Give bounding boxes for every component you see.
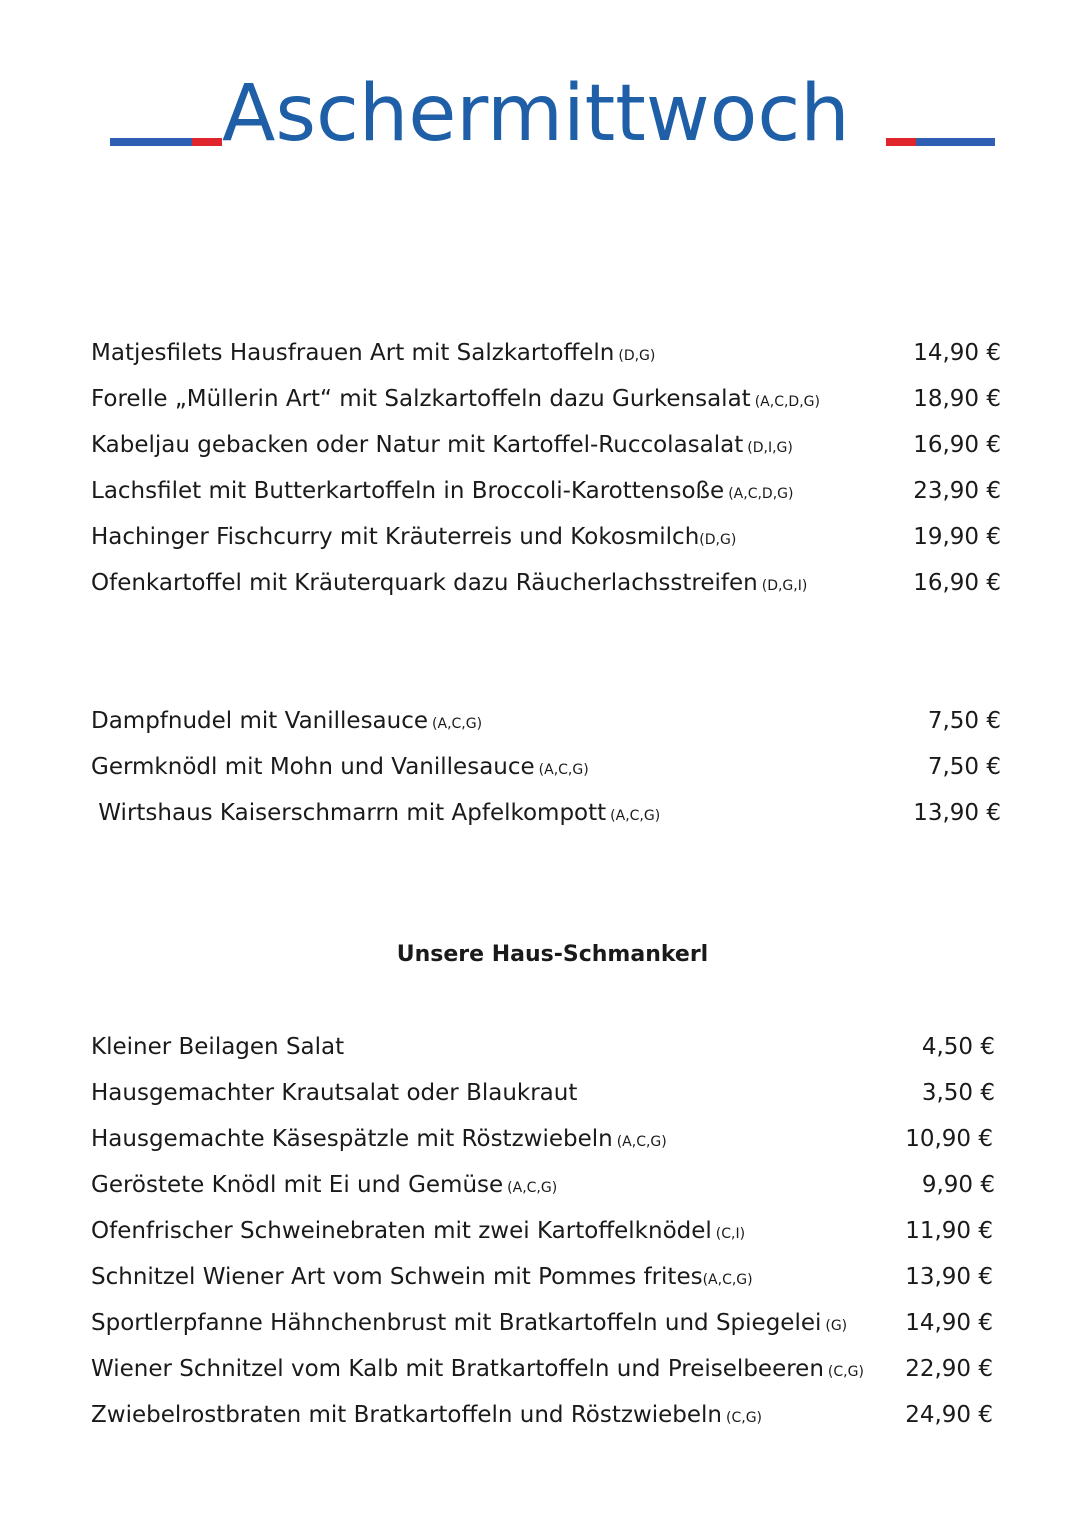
menu-item-name-wrap (91, 1122, 667, 1159)
menu-item (91, 1352, 993, 1386)
menu-item (91, 704, 1001, 738)
title-banner (0, 62, 1080, 172)
menu-item (91, 1168, 995, 1202)
menu-item-price: 23,90 € (913, 478, 1001, 504)
menu-item-name: Ofenfrischer Schweinebraten mit zwei Kartoffelknödel (91, 1218, 712, 1244)
menu-item-allergens: (A,C,G) (610, 808, 661, 824)
menu-item-name: Kleiner Beilagen Salat (91, 1034, 345, 1060)
menu-item (91, 428, 1001, 462)
title-rule-right-blue (916, 138, 995, 146)
menu-item-name-wrap (91, 566, 807, 603)
menu-item-allergens: (A,C,G) (507, 1180, 558, 1196)
menu-item-allergens: (C,G) (827, 1364, 864, 1380)
menu-item-name-wrap (91, 520, 736, 557)
menu-item-price: 16,90 € (913, 432, 1001, 458)
menu-item-name-wrap (91, 1260, 753, 1297)
menu-item (91, 1214, 993, 1248)
menu-item-name-wrap (91, 1352, 864, 1389)
menu-item (91, 1122, 993, 1156)
menu-item-name-wrap (91, 1398, 762, 1435)
menu-item-allergens: (A,C,G) (432, 716, 483, 732)
menu-item-name-wrap (91, 336, 655, 373)
menu-item-price: 7,50 € (927, 708, 1001, 734)
menu-item-name: Kabeljau gebacken oder Natur mit Kartoffel-Ruccolasalat (91, 432, 744, 458)
menu-item-price: 19,90 € (913, 524, 1001, 550)
menu-item-price: 4,50 € (921, 1034, 995, 1060)
menu-item-name: Ofenkartoffel mit Kräuterquark dazu Räucherlachsstreifen (91, 570, 758, 596)
menu-item (91, 1030, 995, 1064)
menu-item-allergens: (C,I) (715, 1226, 746, 1242)
menu-item (91, 520, 1001, 554)
menu-item-allergens: (A,C,D,G) (728, 486, 794, 502)
title-rule-left-blue (110, 138, 192, 146)
menu-item-name: Hachinger Fischcurry mit Kräuterreis und Kokosmilch (91, 524, 700, 550)
menu-item-price: 13,90 € (905, 1264, 993, 1290)
menu-item-name: Matjesfilets Hausfrauen Art mit Salzkartoffeln (91, 340, 615, 366)
page-title: Aschermittwoch (222, 69, 850, 159)
menu-item-price: 22,90 € (905, 1356, 993, 1382)
menu-item-price: 11,90 € (905, 1218, 993, 1244)
menu-item-name-wrap (91, 1306, 847, 1343)
menu-item-name: Geröstete Knödl mit Ei und Gemüse (91, 1172, 504, 1198)
menu-item-name: Zwiebelrostbraten mit Bratkartoffeln und Röstzwiebeln (91, 1402, 723, 1428)
menu-item-name-wrap (91, 428, 793, 465)
menu-item (91, 1260, 993, 1294)
menu-item-price: 10,90 € (905, 1126, 993, 1152)
menu-item-name-wrap (91, 1030, 348, 1067)
menu-item-price: 14,90 € (905, 1310, 993, 1336)
menu-item-price: 13,90 € (913, 800, 1001, 826)
menu-item-name: Schnitzel Wiener Art vom Schwein mit Pommes frites (91, 1264, 703, 1290)
menu-item-allergens: (D,G) (699, 532, 737, 548)
title-rule-right-red (886, 138, 916, 146)
menu-item-name: Dampfnudel mit Vanillesauce (91, 708, 429, 734)
menu-item-name: Lachsfilet mit Butterkartoffeln in Broccoli-Karottensoße (91, 478, 725, 504)
menu-item-name-wrap (91, 1214, 745, 1251)
menu-item (91, 796, 1001, 830)
menu-item-price: 7,50 € (927, 754, 1001, 780)
menu-item-price: 9,90 € (921, 1172, 995, 1198)
menu-item-allergens: (A,C,G) (702, 1272, 753, 1288)
menu-item-allergens: (A,C,G) (616, 1134, 667, 1150)
menu-item-price: 3,50 € (921, 1080, 995, 1106)
menu-item-name: Hausgemachte Käsespätzle mit Röstzwiebeln (91, 1126, 613, 1152)
menu-item (91, 566, 1001, 600)
menu-item-allergens: (D,G) (618, 348, 656, 364)
menu-item-name: Forelle „Müllerin Art“ mit Salzkartoffeln dazu Gurkensalat (91, 386, 751, 412)
title-rule-left-red (192, 138, 222, 146)
menu-item-price: 14,90 € (913, 340, 1001, 366)
menu-item (91, 382, 1001, 416)
menu-item-name: Wirtshaus Kaiserschmarrn mit Apfelkompott (91, 800, 607, 826)
menu-item-name: Wiener Schnitzel vom Kalb mit Bratkartoffeln und Preiselbeeren (91, 1356, 824, 1382)
menu-item-name-wrap (91, 750, 589, 787)
menu-item-allergens: (A,C,D,G) (754, 394, 820, 410)
menu-item-price: 16,90 € (913, 570, 1001, 596)
menu-item-price: 18,90 € (913, 386, 1001, 412)
section-heading-house: Unsere Haus-Schmankerl (396, 942, 709, 967)
menu-item-name: Germknödl mit Mohn und Vanillesauce (91, 754, 535, 780)
menu-item-name-wrap (91, 704, 482, 741)
menu-item-name-wrap (91, 1168, 557, 1205)
menu-item-allergens: (C,G) (726, 1410, 763, 1426)
menu-item-name: Hausgemachter Krautsalat oder Blaukraut (91, 1080, 578, 1106)
menu-item (91, 474, 1001, 508)
menu-item (91, 1306, 993, 1340)
menu-item-name-wrap (91, 796, 660, 833)
menu-item (91, 1398, 993, 1432)
menu-item-name-wrap (91, 382, 820, 419)
menu-item-allergens: (A,C,G) (538, 762, 589, 778)
menu-item-allergens: (D,G,I) (761, 578, 808, 594)
menu-item-allergens: (D,I,G) (747, 440, 793, 456)
menu-item (91, 336, 1001, 370)
menu-item-name-wrap (91, 474, 793, 511)
menu-item (91, 750, 1001, 784)
menu-item-name: Sportlerpfanne Hähnchenbrust mit Bratkartoffeln und Spiegelei (91, 1310, 822, 1336)
menu-item-price: 24,90 € (905, 1402, 993, 1428)
menu-item-allergens: (G) (825, 1318, 848, 1334)
menu-item (91, 1076, 995, 1110)
menu-item-name-wrap (91, 1076, 581, 1113)
